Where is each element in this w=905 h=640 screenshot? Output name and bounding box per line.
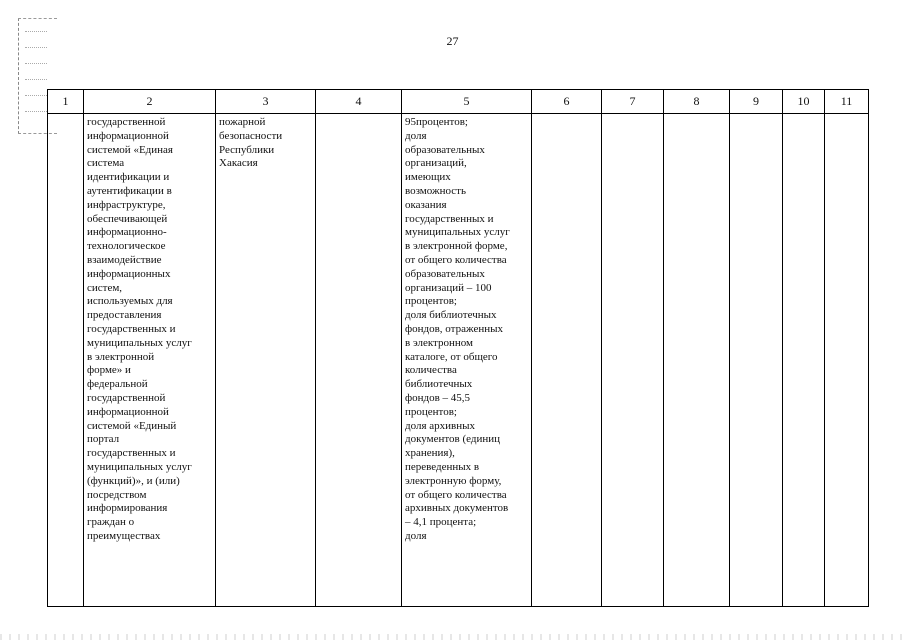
cell-text: 95процентов; доля образовательных организаций, имеющих возможность оказания государственных и муниципальных услуг в электронной форме, от общего количества образовательных организаций – 100 процентов; доля библиотечных фондов, отраженных в электронном каталоге, от общего количества библиотечных фондов – 45,5 процентов; доля архивных документов (единиц хранения), переведенных в электронную форму, от общего количества архивных документов – 4,1 процента; доля (405, 116, 510, 542)
cell-text (730, 114, 782, 118)
table-cell (664, 114, 730, 607)
column-header: 11 (825, 90, 869, 114)
page-number: 27 (446, 34, 459, 48)
cell-text (783, 114, 824, 118)
table-cell (783, 114, 825, 607)
column-header: 10 (783, 90, 825, 114)
table-cell (48, 114, 84, 607)
data-table (47, 89, 869, 607)
cell-text (825, 114, 868, 118)
column-header: 7 (602, 90, 664, 114)
cell-text: государственной информационной системой «Единая система идентификации и аутентификации в инфраструктуре, обеспечивающей информационно- технологическое взаимодействие информационных систем, используемых для предоставления государственных и муниципальных услуг в электронной форме» и федеральной государственной информационной системой «Единый портал государственных и муниципальных услуг (функций)», и (или) посредством информирования граждан о преимуществах (87, 116, 192, 542)
table-cell (84, 114, 216, 607)
scan-noise (0, 634, 905, 640)
table-cell (532, 114, 602, 607)
table-cell (316, 114, 402, 607)
column-header: 3 (216, 90, 316, 114)
cell-text (664, 114, 729, 118)
header-row (48, 90, 869, 114)
cell-text (602, 114, 663, 118)
column-header: 9 (730, 90, 783, 114)
cell-text (316, 114, 401, 118)
column-header: 4 (316, 90, 402, 114)
table-cell (730, 114, 783, 607)
column-header: 6 (532, 90, 602, 114)
cell-text (532, 114, 601, 118)
column-header: 2 (84, 90, 216, 114)
cell-text: пожарной безопасности Республики Хакасия (219, 116, 283, 170)
cell-text (48, 114, 83, 118)
table-cell (402, 114, 532, 607)
table-cell (216, 114, 316, 607)
table-row (48, 114, 869, 607)
column-header: 5 (402, 90, 532, 114)
table-cell (825, 114, 869, 607)
column-header: 8 (664, 90, 730, 114)
column-header: 1 (48, 90, 84, 114)
table-cell (602, 114, 664, 607)
